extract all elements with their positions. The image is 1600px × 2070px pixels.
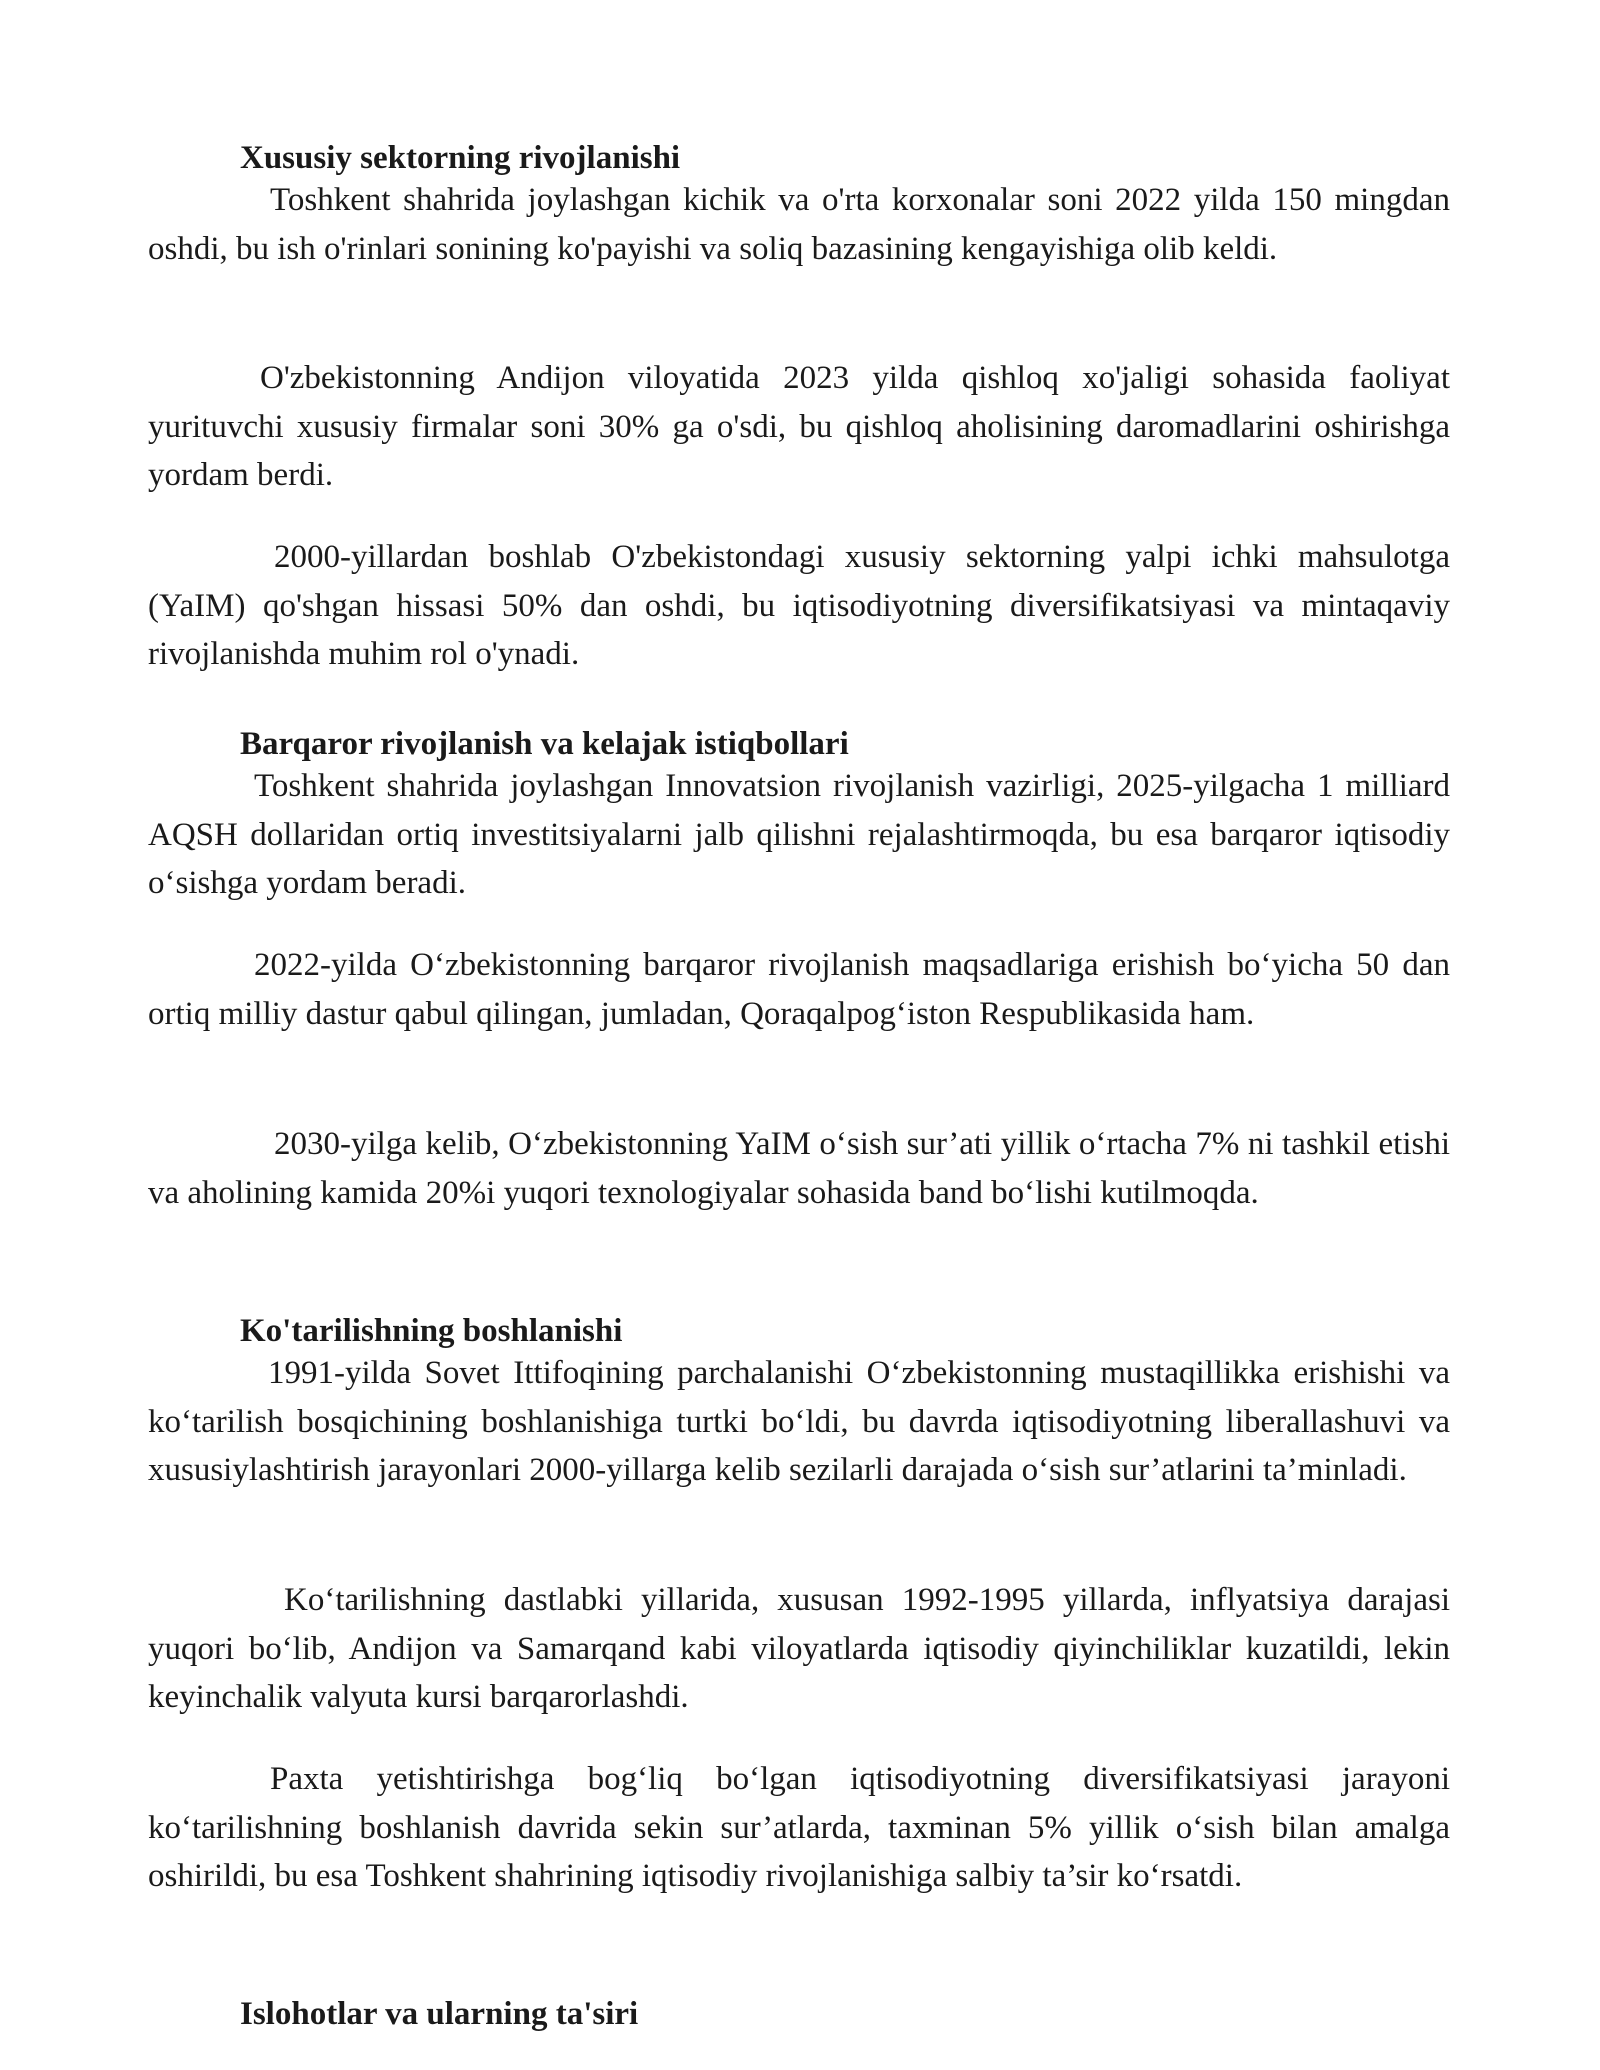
section-heading: Xususiy sektorning rivojlanishi bbox=[240, 140, 681, 176]
paragraph: Paxta yetishtirishga bog‘liq bo‘lgan iqtisodiyotning diversifikatsiyasi jarayoni ko‘tarilishning boshlanish davrida sekin sur’atlarda, taxminan 5% yillik o‘sish bilan amalga oshirildi, bu esa Toshkent shahrining iqtisodiy rivojlanishiga salbiy ta’sir ko‘rsatdi. bbox=[148, 1761, 1450, 1894]
paragraph: 1991-yilda Sovet Ittifoqining parchalanishi O‘zbekistonning mustaqillikka erishishi va ko‘tarilish bosqichining boshlanishiga turtki bo‘ldi, bu davrda iqtisodiyotning liberallashuvi va xususiylashtirish jarayonlari 2000-yillarga kelib sezilarli darajada o‘sish sur’atlarini ta’minladi. bbox=[148, 1355, 1450, 1488]
paragraph: O'zbekistonning Andijon viloyatida 2023 yilda qishloq xo'jaligi sohasida faoliyat yurituvchi xususiy firmalar soni 30% ga o'sdi, bu qishloq aholisining daromadlarini oshirishga yordam berdi. bbox=[148, 360, 1450, 493]
paragraph: Toshkent shahrida joylashgan kichik va o'rta korxonalar soni 2022 yilda 150 mingdan oshdi, bu ish o'rinlari sonining ko'payishi va soliq bazasining kengayishiga olib keldi. bbox=[148, 182, 1450, 267]
paragraph: 2022-yilda O‘zbekistonning barqaror rivojlanish maqsadlariga erishish bo‘yicha 50 dan ortiq milliy dastur qabul qilingan, jumladan, Qoraqalpog‘iston Respublikasida ham. bbox=[148, 947, 1450, 1032]
paragraph: 2030-yilga kelib, O‘zbekistonning YaIM o‘sish sur’ati yillik o‘rtacha 7% ni tashkil etishi va aholining kamida 20%i yuqori texnologiyalar sohasida band bo‘lishi kutilmoqda. bbox=[148, 1126, 1450, 1211]
paragraph: Toshkent shahrida joylashgan Innovatsion rivojlanish vazirligi, 2025-yilgacha 1 milliard AQSH dollaridan ortiq investitsiyalarni jalb qilishni rejalashtirmoqda, bu esa barqaror iqtisodiy o‘sishga yordam beradi. bbox=[148, 768, 1450, 901]
section-heading: Barqaror rivojlanish va kelajak istiqbollari bbox=[240, 726, 849, 762]
section-heading: Islohotlar va ularning ta'siri bbox=[240, 1996, 639, 2032]
paragraph: 2000-yillardan boshlab O'zbekistondagi xususiy sektorning yalpi ichki mahsulotga (YaIM) qo'shgan hissasi 50% dan oshdi, bu iqtisodiyotning diversifikatsiyasi va mintaqaviy rivojlanishda muhim rol o'ynadi. bbox=[148, 539, 1450, 672]
paragraph: Ko‘tarilishning dastlabki yillarida, xususan 1992-1995 yillarda, inflyatsiya darajasi yuqori bo‘lib, Andijon va Samarqand kabi viloyatlarda iqtisodiy qiyinchiliklar kuzatildi, lekin keyinchalik valyuta kursi barqarorlashdi. bbox=[148, 1582, 1450, 1715]
section-heading: Ko'tarilishning boshlanishi bbox=[240, 1313, 623, 1349]
